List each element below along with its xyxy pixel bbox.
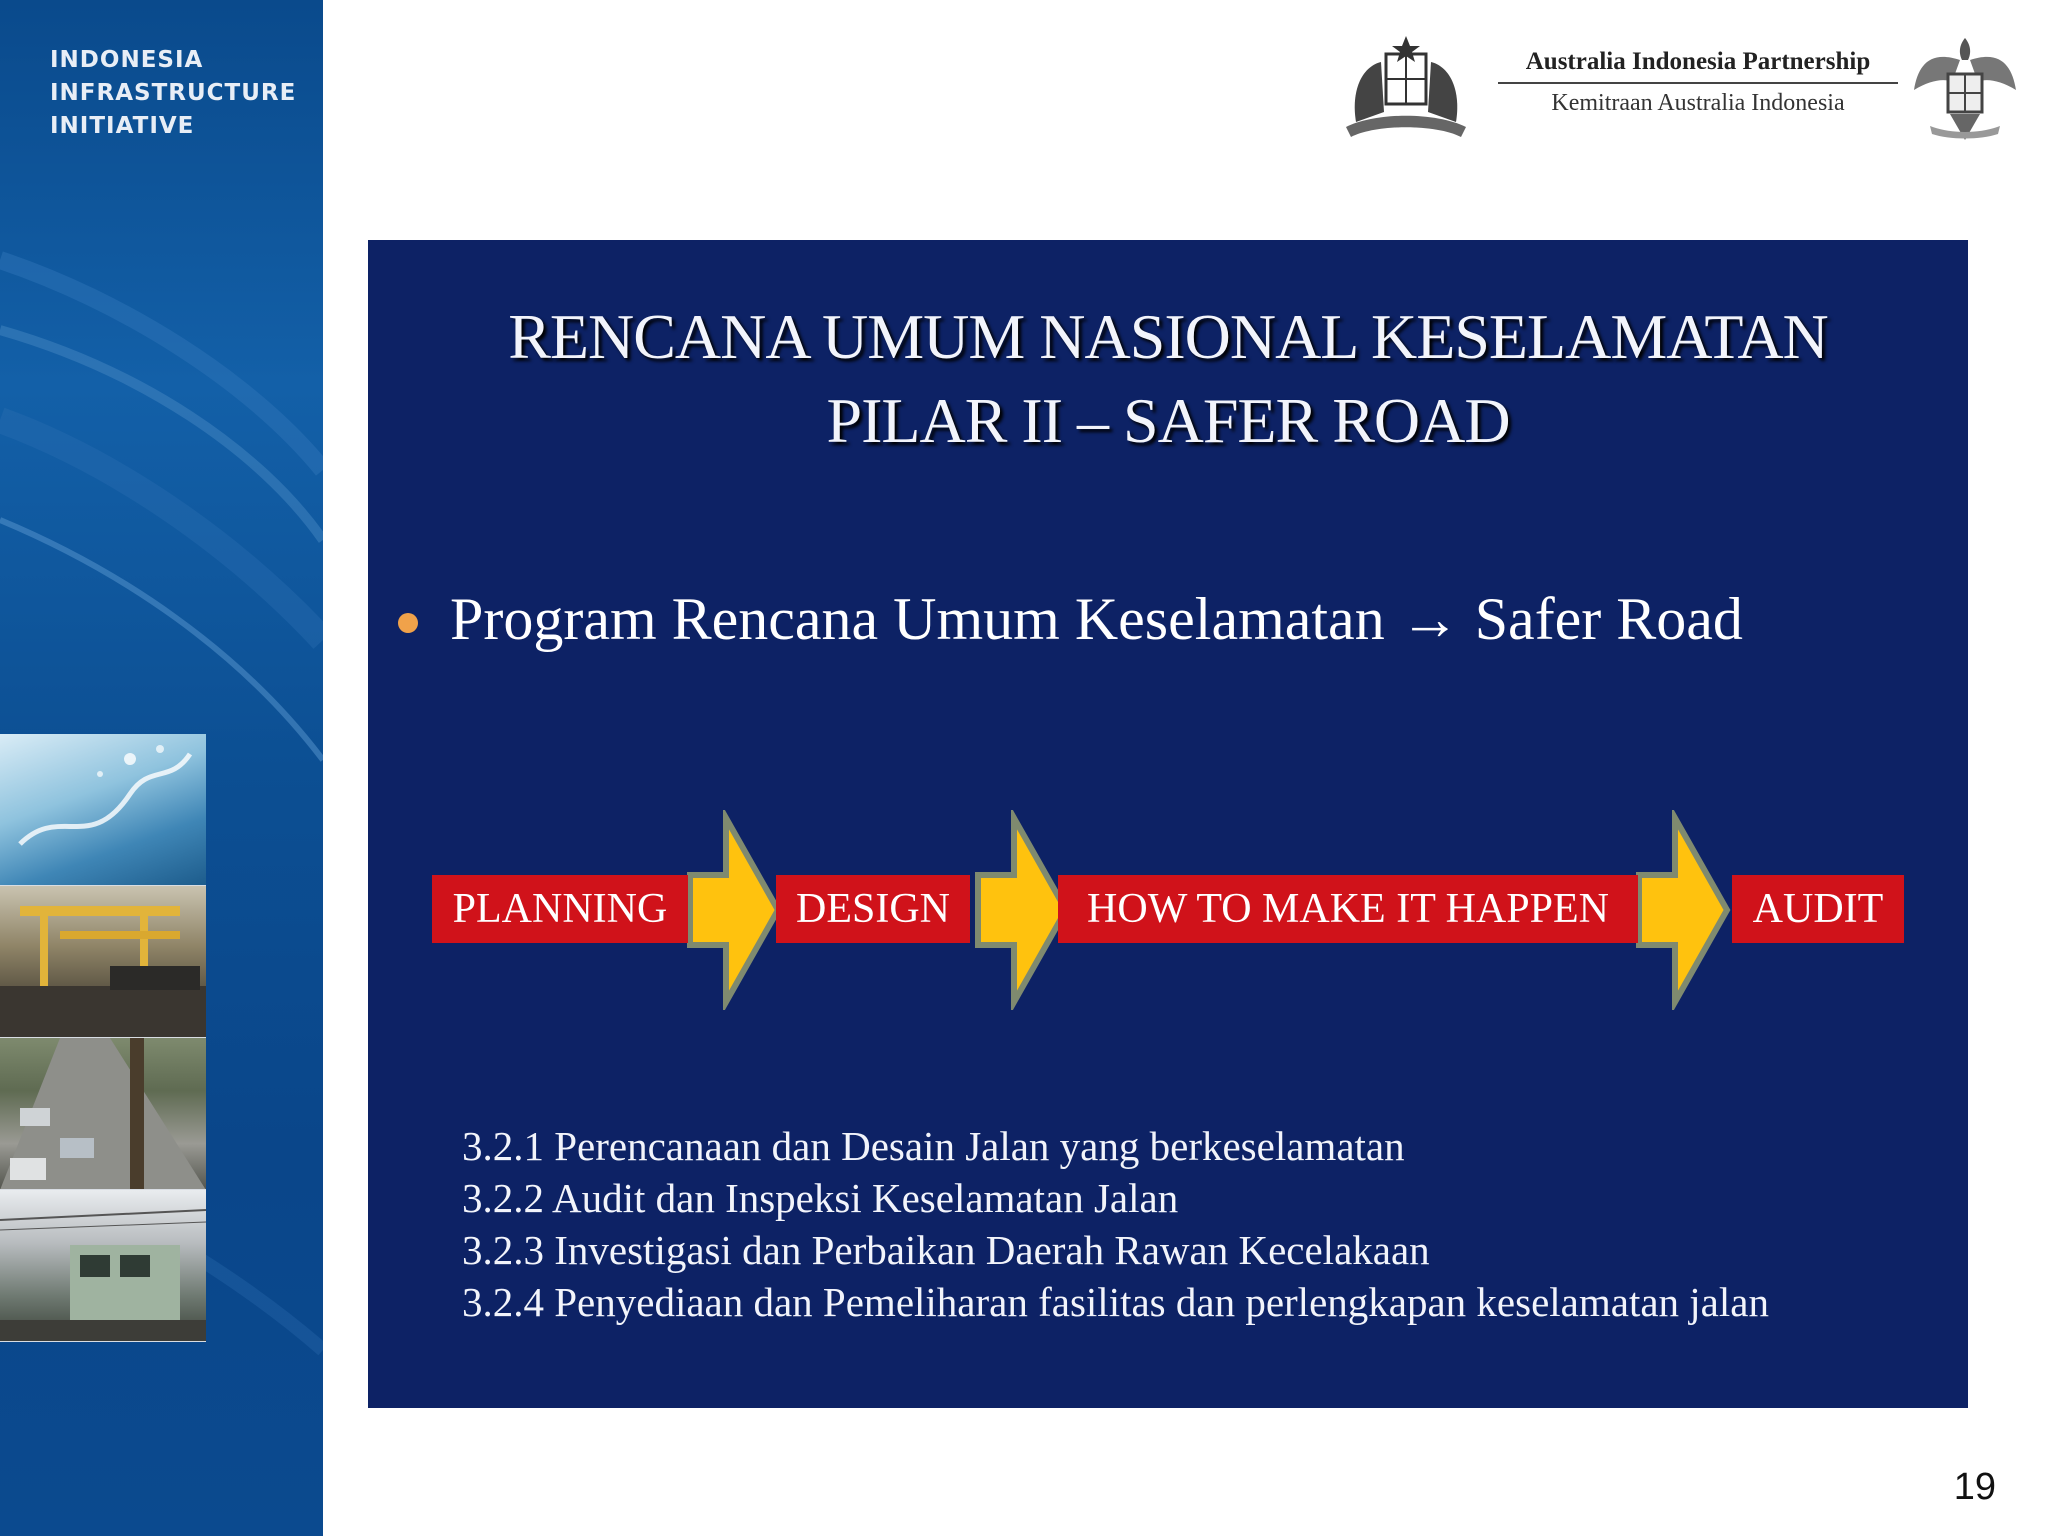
brand-line: INFRASTRUCTURE bbox=[50, 80, 297, 106]
water-splash-photo bbox=[0, 734, 206, 886]
australian-coat-of-arms-icon bbox=[1336, 32, 1476, 142]
list-item: 3.2.3 Investigasi dan Perbaikan Daerah Rawan Kecelakaan bbox=[462, 1227, 1430, 1273]
bullet-dot-icon bbox=[398, 613, 418, 633]
title-line-2: PILAR II – SAFER ROAD bbox=[826, 385, 1510, 456]
right-arrow-icon bbox=[1635, 810, 1731, 1010]
garuda-pancasila-icon bbox=[1910, 30, 2020, 145]
partner-name-english: Australia Indonesia Partnership bbox=[1498, 48, 1898, 84]
title-line-1: RENCANA UMUM NASIONAL KESELAMATAN bbox=[508, 301, 1828, 372]
slide-panel bbox=[368, 240, 1968, 1408]
sidebar bbox=[0, 0, 323, 1536]
partnership-wordmark bbox=[1498, 48, 1898, 117]
bullet-text: Program Rencana Umum Keselamatan → Safer Road bbox=[450, 586, 1743, 652]
commuter-train-photo bbox=[0, 1190, 206, 1342]
page-number: 19 bbox=[1953, 1466, 1996, 1508]
traffic-road-photo bbox=[0, 1038, 206, 1190]
flow-step-how-to-make-it-happen: HOW TO MAKE IT HAPPEN bbox=[1058, 875, 1638, 943]
port-cranes-photo bbox=[0, 886, 206, 1038]
flow-step-design: DESIGN bbox=[776, 875, 970, 943]
right-arrow-icon bbox=[974, 810, 1070, 1010]
flow-step-audit: AUDIT bbox=[1732, 875, 1904, 943]
brand-line: INITIATIVE bbox=[50, 113, 195, 139]
brand-wordmark bbox=[50, 44, 296, 143]
list-item: 3.2.4 Penyediaan dan Pemeliharan fasilitas dan perlengkapan keselamatan jalan bbox=[462, 1279, 1769, 1325]
process-flow bbox=[368, 810, 1968, 1010]
partner-name-indonesian: Kemitraan Australia Indonesia bbox=[1551, 90, 1845, 116]
right-arrow-icon bbox=[686, 810, 782, 1010]
brand-line: INDONESIA bbox=[50, 47, 204, 73]
sub-item-list bbox=[462, 1120, 1769, 1328]
photo-strip bbox=[0, 734, 206, 1342]
flow-step-planning: PLANNING bbox=[432, 875, 688, 943]
list-item: 3.2.1 Perencanaan dan Desain Jalan yang berkeselamatan bbox=[462, 1123, 1405, 1169]
slide-title bbox=[368, 295, 1968, 463]
partner-logos bbox=[1330, 30, 2020, 150]
list-item: 3.2.2 Audit dan Inspeksi Keselamatan Jalan bbox=[462, 1175, 1179, 1221]
bullet-item bbox=[398, 585, 1743, 654]
